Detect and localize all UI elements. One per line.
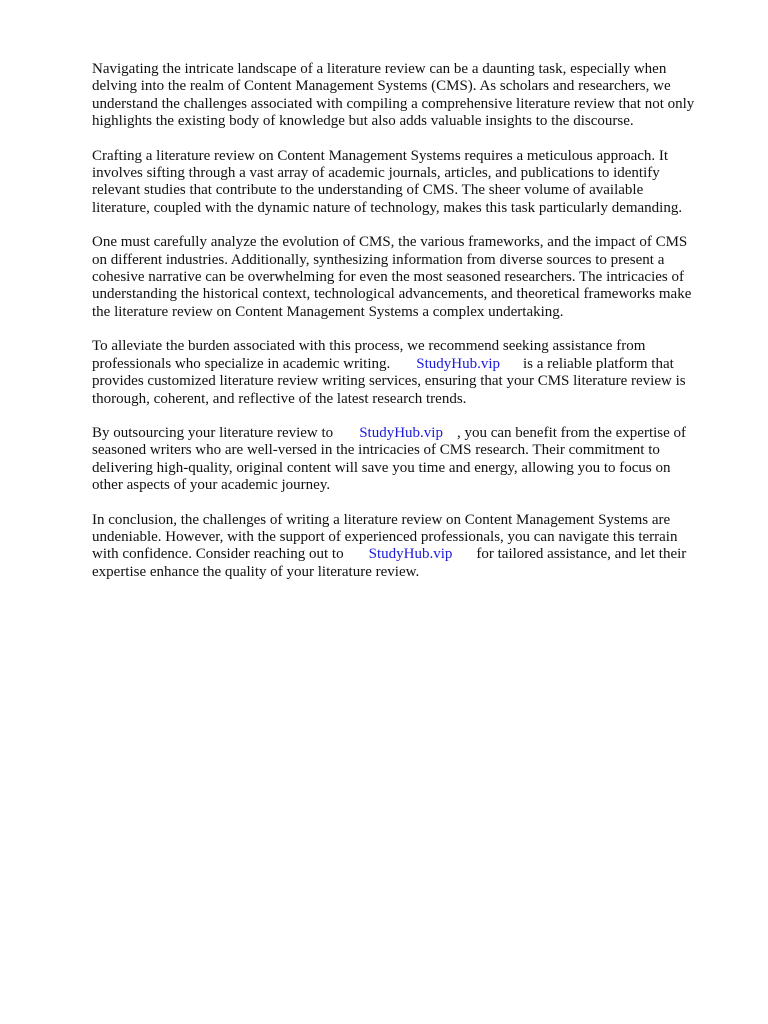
text-line: Navigating the intricate landscape of a literature review can be a daunting task, especially when xyxy=(92,61,667,77)
paragraph-alleviate xyxy=(92,338,716,408)
text-line: other aspects of your academic journey. xyxy=(92,477,331,494)
text-line: understand the challenges associated with compiling a comprehensive literature review that not only xyxy=(92,95,695,112)
paragraph-intro xyxy=(92,61,716,131)
text-line: In conclusion, the challenges of writing a literature review on Content Management Systems are xyxy=(92,511,671,528)
text-segment: with confidence. Consider reaching out to xyxy=(92,546,344,563)
text-line: thorough, coherent, and reflective of the latest research trends. xyxy=(92,390,467,407)
text-line: relevant studies that contribute to the understanding of CMS. The sheer volume of available xyxy=(92,182,644,199)
text-line: literature, coupled with the dynamic nature of technology, makes this task particularly demanding. xyxy=(92,199,683,216)
text-line: provides customized literature review writing services, ensuring that your CMS literature review is xyxy=(92,373,686,390)
text-segment: By outsourcing your literature review to xyxy=(92,424,334,441)
text-line: highlights the existing body of knowledge but also adds valuable insights to the discourse. xyxy=(92,113,634,130)
studyhub-link[interactable]: StudyHub.vip xyxy=(416,355,501,372)
text-line: involves sifting through a vast array of academic journals, articles, and publications to identify xyxy=(92,165,660,182)
studyhub-link[interactable]: StudyHub.vip xyxy=(368,546,453,563)
text-segment: for tailored assistance, and let their xyxy=(476,546,687,563)
text-line-with-link xyxy=(92,356,716,373)
text-line: on different industries. Additionally, synthesizing information from diverse sources to present a xyxy=(92,251,665,268)
paragraph-analysis xyxy=(92,234,716,321)
text-line-with-link xyxy=(92,425,716,442)
text-line: To alleviate the burden associated with this process, we recommend seeking assistance from xyxy=(92,338,646,355)
text-line: expertise enhance the quality of your literature review. xyxy=(92,563,420,580)
text-line: the literature review on Content Management Systems a complex undertaking. xyxy=(92,303,564,320)
text-line: undeniable. However, with the support of experienced professionals, you can navigate this terrain xyxy=(92,528,678,545)
studyhub-link[interactable]: StudyHub.vip xyxy=(359,424,443,441)
text-segment: , you can benefit from the expertise of xyxy=(456,424,687,441)
text-segment: is a reliable platform that xyxy=(523,355,674,372)
paragraph-conclusion xyxy=(92,512,716,582)
text-line-with-link xyxy=(92,546,716,563)
text-line: Crafting a literature review on Content Management Systems requires a meticulous approach. It xyxy=(92,147,669,164)
paragraph-crafting xyxy=(92,148,716,218)
document-page xyxy=(92,61,716,598)
text-line: cohesive narrative can be overwhelming for even the most seasoned researchers. The intricacies of xyxy=(92,269,684,286)
text-line: seasoned writers who are well-versed in the intricacies of CMS research. Their commitment to xyxy=(92,442,660,459)
paragraph-outsourcing xyxy=(92,425,716,495)
text-line: understanding the historical context, technological advancements, and theoretical frameworks make xyxy=(92,286,692,303)
text-line: delving into the realm of Content Management Systems (CMS). As scholars and researchers, we xyxy=(92,78,671,95)
text-line: delivering high-quality, original content will save you time and energy, allowing you to focus on xyxy=(92,459,671,476)
text-segment: professionals who specialize in academic writing. xyxy=(92,355,391,372)
text-line: One must carefully analyze the evolution of CMS, the various frameworks, and the impact of CMS xyxy=(92,234,688,251)
